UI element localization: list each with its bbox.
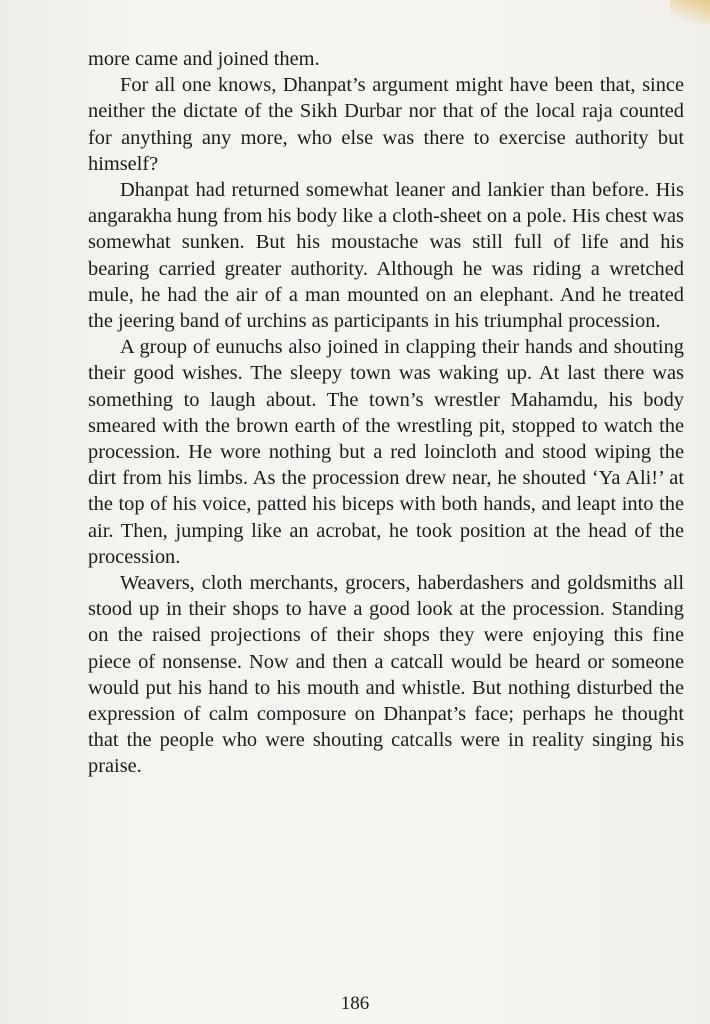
- page-number: 186: [340, 993, 370, 1014]
- paragraph: Weavers, cloth merchants, grocers, haberdashers and goldsmiths all stood up in their shops to have a good look at the procession. Standing on the raised projections of their shops they were enjoying this fine piece of nonsense. Now and then a catcall would be heard or someone would put his hand to his mouth and whistle. But nothing disturbed the expression of calm composure on Dhanpat’s face; perhaps he thought that the people who were shouting catcalls were in reality singing his praise.: [88, 572, 684, 778]
- paragraph: Dhanpat had returned somewhat leaner and lankier than before. His angarakha hung from his body like a cloth-sheet on a pole. His chest was somewhat sunken. But his moustache was still full of life and his bearing carried greater authority. Although he was riding a wretched mule, he had the air of a man mounted on an elephant. And he treated the jeering band of urchins as participants in his triumphal procession.: [88, 179, 684, 333]
- paragraph: For all one knows, Dhanpat’s argument might have been that, since neither the dictate of the Sikh Durbar nor that of the local raja counted for anything any more, who else was there to exercise authority but himself?: [88, 74, 684, 175]
- paragraph-continuation: more came and joined them.: [88, 48, 320, 70]
- paragraph: A group of eunuchs also joined in clapping their hands and shouting their good wishes. The sleepy town was waking up. At last there was something to laugh about. The town’s wrestler Mahamdu, his body smeared with the brown earth of the wrestling pit, stopped to watch the procession. He wore nothing but a red loincloth and stood wiping the dirt from his limbs. As the procession drew near, he shouted ‘Ya Ali!’ at the top of his voice, patted his biceps with both hands, and leapt into the air. Then, jumping like an acrobat, he took position at the head of the procession.: [88, 336, 684, 568]
- page-corner-stain: [670, 0, 710, 24]
- body-text: [88, 46, 684, 780]
